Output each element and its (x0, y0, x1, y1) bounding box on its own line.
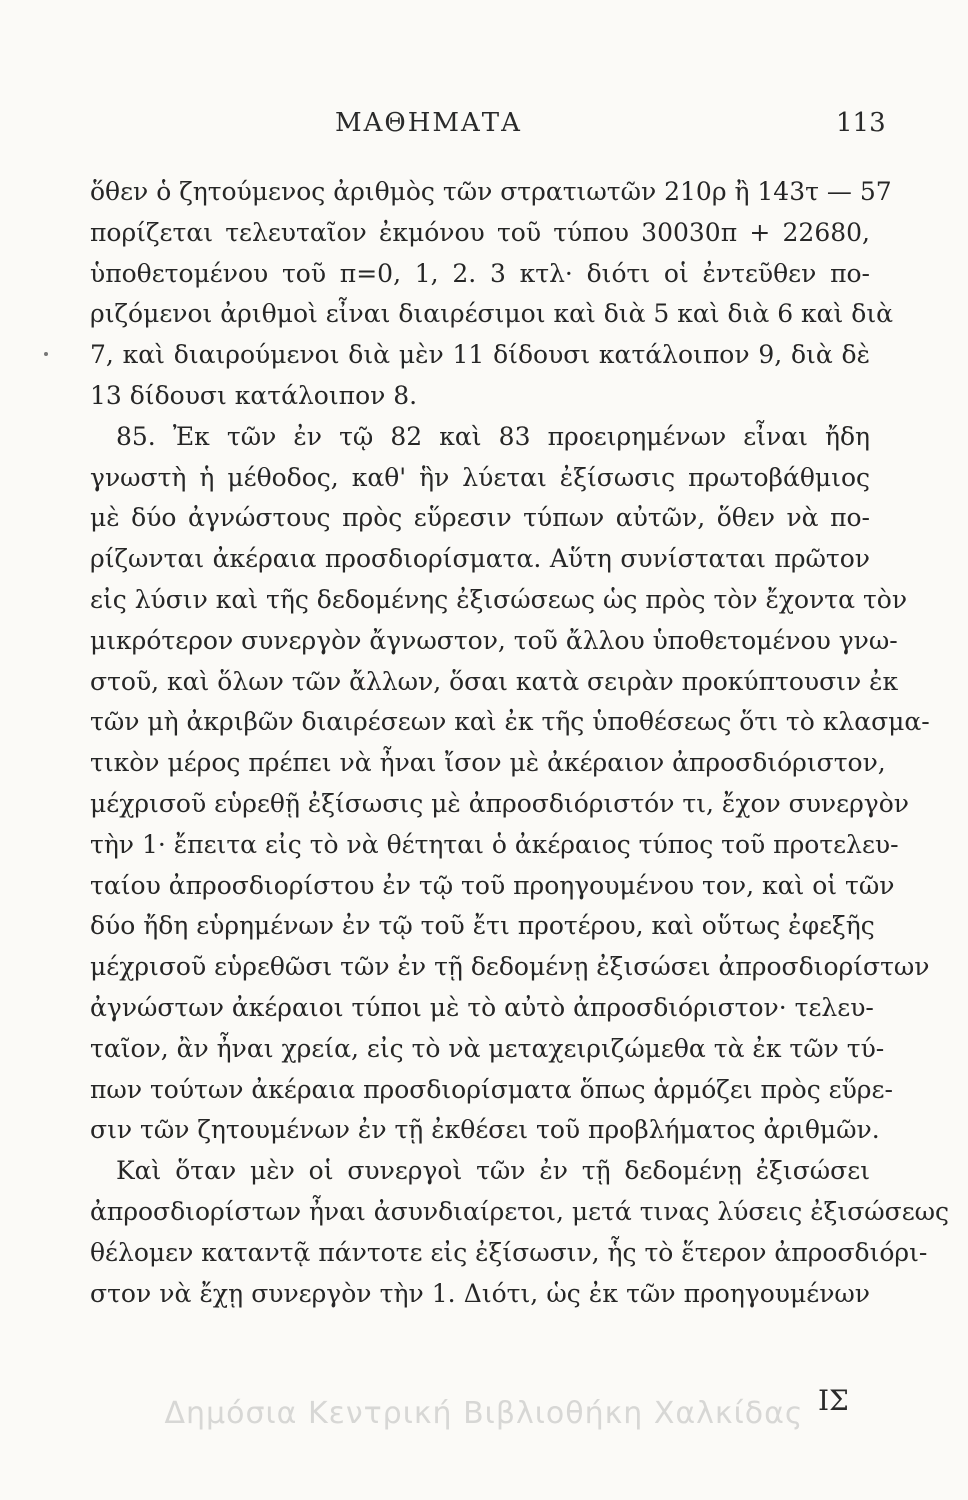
text-line: σιν τῶν ζητουμένων ἐν τῇ ἐκθέσει τοῦ προβλήματος ἀριθμῶν. (90, 1115, 880, 1145)
text-line: 7, καὶ διαιρούμενοι διὰ μὲν 11 δίδουσι κατάλοιπον 9, διὰ δὲ (90, 340, 870, 370)
text-line: ρίζωνται ἀκέραια προσδιορίσματα. Αὕτη συνίσταται πρῶτον (90, 544, 870, 574)
signature-mark: ΙΣ (818, 1384, 849, 1417)
text-line: ἀπροσδιορίστων ἦναι ἀσυνδιαίρετοι, μετά τινας λύσεις ἐξισώσεως (90, 1196, 950, 1226)
text-line: μικρότερον συνεργὸν ἄγνωστον, τοῦ ἄλλου ὑποθετομένου γνω- (90, 625, 898, 655)
text-line: ταίου ἀπροσδιορίστου ἐν τῷ τοῦ προηγουμένου τον, καὶ οἱ τῶν (90, 870, 895, 900)
paragraph-start-line: Καὶ ὅταν μὲν οἱ συνεργοὶ τῶν ἐν τῇ δεδομένῃ ἐξισώσει (116, 1156, 870, 1186)
text-line: ὅθεν ὁ ζητούμενος ἀριθμὸς τῶν στρατιωτῶν 210ρ ἢ 143τ — 57 (90, 177, 892, 206)
margin-mark (44, 352, 48, 356)
text-line: γνωστὴ ἡ μέθοδος, καθ' ἣν λύεται ἐξίσωσις πρωτοβάθμιος (90, 462, 870, 492)
page-number: 113 (836, 108, 886, 138)
paragraph-start-line: 85. Ἐκ τῶν ἐν τῷ 82 καὶ 83 προειρημένων εἶναι ἤδη (116, 421, 870, 451)
text-line: τικὸν μέρος πρέπει νὰ ἦναι ἴσον μὲ ἀκέραιον ἀπροσδιόριστον, (90, 748, 886, 778)
text-line: 13 δίδουσι κατάλοιπον 8. (90, 380, 418, 410)
text-line: στον νὰ ἔχῃ συνεργὸν τὴν 1. Διότι, ὡς ἐκ τῶν προηγουμένων (90, 1278, 870, 1308)
text-line: εἰς λύσιν καὶ τῆς δεδομένης ἐξισώσεως ὡς πρὸς τὸν ἔχοντα τὸν (90, 584, 908, 614)
text-line: μέχρισοῦ εὑρεθῇ ἐξίσωσις μὲ ἀπροσδιόριστόν τι, ἔχον συνεργὸν (90, 788, 909, 818)
text-line: ριζόμενοι ἀριθμοὶ εἶναι διαιρέσιμοι καὶ διὰ 5 καὶ διὰ 6 καὶ διὰ (90, 299, 894, 329)
text-line: μὲ δύο ἀγνώστους πρὸς εὕρεσιν τύπων αὐτῶν, ὅθεν νὰ πο- (90, 503, 870, 533)
text-line: μέχρισοῦ εὑρεθῶσι τῶν ἐν τῇ δεδομένῃ ἐξισώσει ἀπροσδιορίστων (90, 952, 930, 982)
text-line: ὑποθετομένου τοῦ π=0, 1, 2. 3 κτλ· διότι οἱ ἐντεῦθεν πο- (90, 258, 870, 288)
body-text (90, 172, 950, 1314)
text-line: δύο ἤδη εὑρημένων ἐν τῷ τοῦ ἔτι προτέρου, καὶ οὕτως ἐφεξῆς (90, 911, 875, 941)
text-line: πων τούτων ἀκέραια προσδιορίσματα ὅπως ἁρμόζει πρὸς εὕρε- (90, 1074, 893, 1104)
text-line: ἀγνώστων ἀκέραιοι τύποι μὲ τὸ αὐτὸ ἀπροσδιόριστον· τελευ- (90, 992, 874, 1022)
text-line: πορίζεται τελευταῖον ἐκμόνου τοῦ τύπου 30030π + 22680, (90, 217, 870, 247)
running-title: ΜΑΘΗΜΑΤΑ (335, 108, 522, 138)
text-line: τῶν μὴ ἀκριβῶν διαιρέσεων καὶ ἐκ τῆς ὑποθέσεως ὅτι τὸ κλασμα- (90, 707, 930, 737)
text-line: στοῦ, καὶ ὅλων τῶν ἄλλων, ὅσαι κατὰ σειρὰν προκύπτουσιν ἐκ (90, 666, 899, 696)
text-line: τὴν 1· ἔπειτα εἰς τὸ νὰ θέτηται ὁ ἀκέραιος τύπος τοῦ προτελευ- (90, 829, 899, 859)
text-line: ταῖον, ἂν ἦναι χρεία, εἰς τὸ νὰ μεταχειριζώμεθα τὰ ἐκ τῶν τύ- (90, 1033, 885, 1063)
running-head (0, 108, 968, 148)
library-watermark: Δημόσια Κεντρική Βιβλιοθήκη Χαλκίδας (164, 1396, 804, 1431)
text-line: θέλομεν καταντᾷ πάντοτε εἰς ἐξίσωσιν, ἧς τὸ ἕτερον ἀπροσδιόρι- (90, 1237, 928, 1267)
